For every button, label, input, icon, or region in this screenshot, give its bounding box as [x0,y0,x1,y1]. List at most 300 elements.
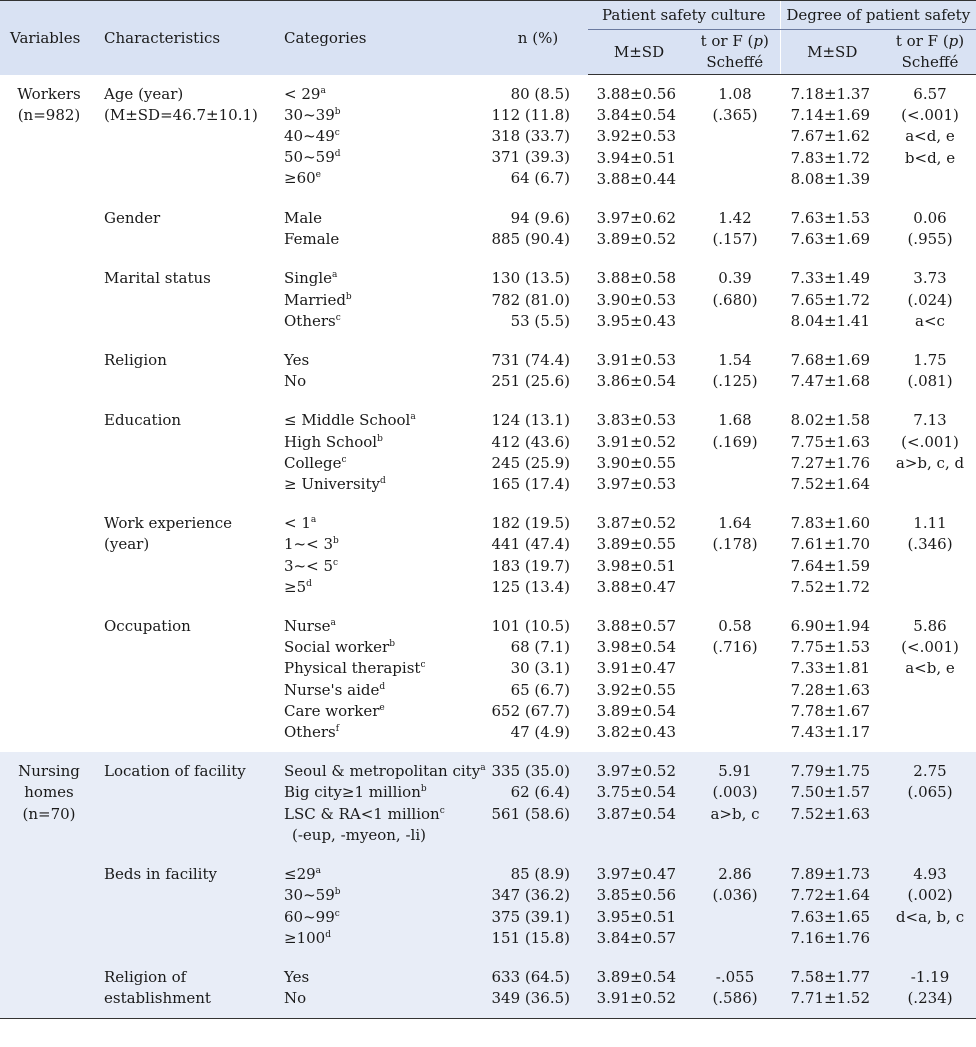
dps-stat-cell [884,259,976,341]
psc-msd-value: 3.89±0.52 [596,230,676,249]
n-percent-cell [478,607,588,752]
psc-stat-value: 2.86 [718,865,752,884]
psc-msd-value: 3.97±0.62 [596,209,676,228]
dps-msd-cell [780,259,884,341]
psc-msd-value: 3.88±0.57 [596,617,676,636]
psc-msd-value: 3.90±0.53 [596,290,676,309]
psc-msd-value: 3.85±0.56 [596,886,676,905]
dps-msd-cell [780,855,884,958]
category-superscript: b [333,536,339,547]
table-row [0,752,976,855]
category-label [284,701,478,722]
header-dps-stat [884,30,976,75]
category-text: < 1 [284,514,311,533]
psc-stat-value: (.125) [712,372,758,391]
characteristic-cell [98,75,278,200]
category-label [284,907,478,928]
dps-msd-value: 7.28±1.63 [790,680,870,699]
n-percent-value: 633 (64.5) [491,967,570,986]
category-label [284,988,478,1009]
n-percent-cell [478,341,588,401]
psc-msd-cell [588,855,690,958]
category-superscript: a [480,763,486,774]
dps-stat-value: a<d, e [905,127,955,146]
characteristic-cell [98,855,278,958]
dps-msd-value: 7.63±1.69 [790,230,870,249]
dps-stat-value: d<a, b, c [895,907,965,926]
n-percent-cell [478,75,588,200]
dps-stat-value: (.346) [907,535,953,554]
stat-label-end: ) [763,32,769,50]
dps-msd-cell [780,752,884,855]
dps-msd-cell [780,607,884,752]
variable-label: homes [24,783,74,802]
stat-label-text: t or F ( [700,32,754,50]
characteristic-cell [98,504,278,607]
category-superscript: a [315,866,322,877]
category-text: (-eup, -myeon, -li) [292,825,426,844]
dps-msd-value: 7.67±1.62 [790,127,870,146]
variable-label: Nursing [18,762,80,781]
table-body [0,75,976,1019]
characteristic-cell [98,199,278,259]
n-percent-value: 347 (36.2) [491,886,570,905]
dps-stat-value: (.234) [907,989,953,1008]
n-percent-cell [478,259,588,341]
n-percent-value: 561 (58.6) [491,804,570,823]
n-percent-value: 101 (10.5) [491,617,570,636]
psc-stat-value: (.680) [712,290,758,309]
category-superscript: d [325,929,331,940]
psc-stat-value: 1.08 [718,85,752,103]
category-label [284,967,478,988]
category-superscript: c [341,454,347,465]
category-superscript: d [379,681,386,692]
category-superscript: b [345,291,352,302]
category-label [284,556,478,577]
dps-msd-value: 7.43±1.17 [790,723,870,742]
variable-label: Workers [17,84,81,103]
characteristic-label: Religion [104,351,167,370]
category-superscript: c [334,127,340,138]
psc-stat-value: a>b, c [710,804,760,823]
dps-stat-value: (.065) [907,783,953,802]
category-text: No [284,989,307,1008]
characteristic-label: Beds in facility [104,865,217,884]
category-text: ≥5 [284,577,307,596]
header-n: n (%) [478,1,588,75]
dps-msd-value: 7.89±1.73 [790,865,870,884]
n-percent-value: 731 (74.4) [491,351,570,370]
category-text: 30~59 [284,886,335,905]
category-text: ≤29 [284,865,316,884]
dps-stat-value: 1.11 [913,514,947,533]
psc-stat-value: (.178) [712,535,758,554]
variable-cell [0,855,98,958]
psc-msd-value: 3.88±0.44 [596,169,676,188]
category-text: High School [284,432,378,451]
n-percent-value: 64 (6.7) [510,169,570,188]
dps-msd-value: 7.64±1.59 [790,556,870,575]
dps-msd-value: 7.63±1.53 [790,209,870,228]
category-label [284,474,478,495]
category-text: 40~49 [284,126,335,145]
n-percent-value: 652 (67.7) [491,701,570,720]
category-label [284,208,478,229]
category-label [284,577,478,598]
n-percent-value: 251 (25.6) [491,372,570,391]
category-superscript: d [334,149,341,160]
dps-stat-value: a>b, c, d [895,453,965,472]
dps-msd-value: 7.52±1.72 [790,577,870,596]
category-text: Yes [284,351,310,370]
category-label [284,928,478,949]
characteristic-label: Religion of [104,967,187,986]
n-percent-cell [478,504,588,607]
characteristic-cell [98,752,278,855]
n-percent-value: 30 (3.1) [510,659,570,678]
n-percent-value: 183 (19.7) [491,556,570,575]
category-text: 3~< 5 [284,556,333,575]
dps-msd-cell [780,504,884,607]
category-text: Physical therapist [284,659,421,678]
category-text: ≥ University [284,475,380,494]
variable-label: (n=70) [22,804,76,823]
variable-cell [0,259,98,341]
category-text: 50~59 [284,148,335,167]
category-text: ≥100 [284,928,326,947]
dps-msd-value: 7.33±1.81 [790,659,870,678]
variable-cell [0,401,98,504]
dps-stat-value: (.024) [907,290,953,309]
dps-msd-value: 6.90±1.94 [790,617,870,636]
n-percent-value: 375 (39.1) [491,907,570,926]
dps-msd-value: 7.14±1.69 [790,106,870,125]
psc-msd-value: 3.82±0.43 [596,723,676,742]
n-percent-cell [478,752,588,855]
category-superscript: b [377,433,383,444]
header-group-psc: Patient safety culture [588,1,780,30]
category-text: Nurse [284,617,331,636]
category-text: < 29 [284,84,321,103]
characteristic-label: Gender [104,209,161,228]
dps-stat-cell [884,504,976,607]
dps-msd-value: 7.50±1.57 [790,783,870,802]
category-text: Male [284,209,322,228]
psc-stat-value: (.586) [712,989,758,1008]
dps-stat-value: -1.19 [910,967,950,986]
variable-cell [0,958,98,1019]
psc-stat-value: (.036) [712,886,758,905]
category-superscript: c [334,908,340,919]
header-variables: Variables [0,1,98,75]
category-text: Seoul & metropolitan city [284,762,481,781]
table-row [0,75,976,200]
psc-msd-value: 3.75±0.54 [596,783,676,802]
psc-msd-value: 3.84±0.54 [596,106,676,125]
header-dps-msd: M±SD [780,30,884,75]
psc-msd-value: 3.91±0.53 [596,351,676,370]
n-percent-value: 62 (6.4) [510,783,570,802]
categories-cell [278,259,478,341]
n-percent-value: 68 (7.1) [510,638,570,657]
category-label [284,410,478,431]
psc-msd-value: 3.87±0.52 [596,514,676,533]
stat-label-text: t or F ( [895,32,949,50]
category-superscript: a [410,412,416,423]
category-label [284,311,478,332]
psc-msd-value: 3.97±0.47 [596,865,676,884]
dps-msd-cell [780,199,884,259]
dps-msd-value: 7.61±1.70 [790,535,870,554]
n-percent-value: 441 (47.4) [491,535,570,554]
psc-stat-cell [690,199,780,259]
dps-stat-value: (.002) [907,886,953,905]
category-text: Others [284,311,336,330]
n-percent-value: 85 (8.9) [510,865,570,884]
psc-msd-cell [588,199,690,259]
header-group-dps: Degree of patient safety [780,1,976,30]
n-percent-value: 47 (4.9) [510,723,570,742]
category-superscript: d [379,476,386,487]
dps-msd-value: 8.02±1.58 [790,411,870,430]
category-superscript: d [306,578,312,589]
dps-msd-value: 7.83±1.72 [790,148,870,167]
dps-stat-cell [884,341,976,401]
psc-msd-cell [588,958,690,1019]
psc-stat-value: 1.42 [718,209,752,228]
category-superscript: a [330,618,336,629]
dps-stat-value: 3.73 [913,269,947,288]
categories-cell [278,752,486,855]
category-label [284,722,478,743]
psc-msd-value: 3.91±0.47 [596,659,676,678]
dps-msd-value: 7.75±1.63 [790,432,870,451]
category-superscript: e [315,170,321,181]
psc-stat-cell [690,607,780,752]
psc-msd-cell [588,259,690,341]
variable-cell [0,199,98,259]
variable-cell [0,75,98,200]
n-percent-cell [478,958,588,1019]
characteristic-label: Marital status [104,269,211,288]
psc-stat-cell [690,504,780,607]
psc-stat-cell [690,752,780,855]
n-percent-value: 65 (6.7) [510,680,570,699]
dps-stat-value: (<.001) [901,106,959,125]
psc-stat-value: 0.58 [718,617,752,636]
dps-stat-value: (.081) [907,372,953,391]
category-text: Nurse's aide [284,680,380,699]
dps-stat-value: (.955) [907,230,953,249]
n-percent-value: 349 (36.5) [491,989,570,1008]
psc-msd-value: 3.98±0.54 [596,638,676,657]
characteristic-label: (M±SD=46.7±10.1) [104,105,258,124]
characteristic-label: Education [104,411,182,430]
dps-msd-value: 7.52±1.64 [790,475,870,494]
psc-msd-cell [588,607,690,752]
dps-msd-value: 7.78±1.67 [790,701,870,720]
category-superscript: b [334,106,341,117]
characteristic-cell [98,259,278,341]
category-superscript: e [379,702,385,713]
psc-stat-value: (.003) [712,783,758,802]
dps-msd-value: 7.47±1.68 [790,372,870,391]
category-superscript: c [335,312,341,323]
category-text: ≥60 [284,169,316,188]
dps-msd-value: 7.33±1.49 [790,269,870,288]
psc-msd-value: 3.97±0.52 [596,762,676,781]
dps-stat-value: (<.001) [901,432,959,451]
n-percent-value: 245 (25.9) [491,453,570,472]
psc-msd-value: 3.91±0.52 [596,989,676,1008]
dps-msd-cell [780,401,884,504]
category-superscript: a [320,85,326,96]
header-psc-stat [690,30,780,75]
category-label [284,168,478,189]
psc-msd-value: 3.88±0.58 [596,269,676,288]
category-superscript: c [420,660,426,671]
dps-msd-value: 7.16±1.76 [790,928,870,947]
psc-msd-cell [588,752,690,855]
category-label [284,229,478,250]
category-label [284,105,478,126]
dps-stat-value: 7.13 [913,411,947,430]
dps-msd-value: 7.75±1.53 [790,638,870,657]
psc-msd-value: 3.86±0.54 [596,372,676,391]
psc-stat-value: 5.91 [718,762,752,781]
table-row [0,958,976,1019]
categories-cell [278,855,478,958]
psc-msd-value: 3.95±0.43 [596,311,676,330]
dps-stat-value: 4.93 [913,865,947,884]
dps-stat-cell [884,607,976,752]
category-text: 30~39 [284,105,335,124]
dps-msd-value: 8.04±1.41 [790,311,870,330]
dps-msd-value: 7.83±1.60 [790,514,870,533]
characteristic-cell [98,341,278,401]
stat-label-end: ) [958,32,965,50]
category-text: 1~< 3 [284,535,333,554]
category-text: Single [284,269,333,288]
dps-msd-value: 7.52±1.63 [790,804,870,823]
psc-msd-value: 3.91±0.52 [596,432,676,451]
categories-cell [278,75,478,200]
n-percent-value: 53 (5.5) [510,311,570,330]
psc-stat-value: (.716) [712,638,758,657]
n-percent-value: 130 (13.5) [491,269,570,288]
psc-stat-cell [690,259,780,341]
category-label [284,804,478,825]
stat-scheffe-label: Scheffé [901,53,959,71]
dps-msd-value: 7.63±1.65 [790,907,870,926]
n-percent-value: 151 (15.8) [491,928,570,947]
dps-msd-value: 7.18±1.37 [790,85,870,103]
characteristic-cell [98,958,278,1019]
n-percent-cell [478,199,588,259]
psc-stat-value: 1.54 [718,351,752,370]
dps-stat-value: 0.06 [913,209,947,228]
variable-cell [0,752,98,855]
psc-msd-value: 3.92±0.53 [596,127,676,146]
category-label [284,371,478,392]
variable-cell [0,504,98,607]
dps-stat-value: a<c [915,311,945,330]
characteristic-cell [98,607,278,752]
category-label [284,885,478,906]
header-psc-msd: M±SD [588,30,690,75]
dps-stat-cell [884,752,976,855]
n-percent-cell [478,855,588,958]
psc-stat-cell [690,958,780,1019]
n-percent-value: 125 (13.4) [491,577,570,596]
categories-cell [278,199,478,259]
category-label [284,680,478,701]
dps-stat-value: 1.75 [913,351,947,370]
psc-msd-value: 3.89±0.54 [596,967,676,986]
category-text: Social worker [284,638,390,657]
category-label [284,658,478,679]
psc-msd-value: 3.89±0.55 [596,535,676,554]
category-text: Others [284,723,336,742]
n-percent-value: 112 (11.8) [491,105,570,124]
category-text: ≤ Middle School [284,411,411,430]
n-percent-value: 782 (81.0) [491,290,570,309]
psc-msd-value: 3.94±0.51 [596,148,676,167]
n-percent-cell [478,401,588,504]
category-label [284,432,478,453]
dps-stat-value: (<.001) [901,638,959,657]
dps-msd-cell [780,341,884,401]
psc-msd-value: 3.89±0.54 [596,701,676,720]
table-row [0,341,976,401]
category-superscript: b [420,784,427,795]
header-row-1 [0,1,976,30]
n-percent-value: 371 (39.3) [491,148,570,167]
category-superscript: c [439,805,445,816]
variable-label: (n=982) [17,105,81,124]
psc-msd-value: 3.84±0.57 [596,928,676,947]
categories-cell [278,958,478,1019]
psc-msd-value: 3.95±0.51 [596,907,676,926]
characteristic-label: Work experience [104,514,233,533]
psc-msd-cell [588,401,690,504]
n-percent-value: 412 (43.6) [491,432,570,451]
dps-stat-value: 6.57 [913,85,947,103]
dps-msd-value: 7.65±1.72 [790,290,870,309]
table-row [0,259,976,341]
dps-msd-cell [780,75,884,200]
categories-cell [278,401,478,504]
category-text: College [284,453,342,472]
n-percent-value: 885 (90.4) [491,230,570,249]
dps-stat-cell [884,855,976,958]
psc-msd-value: 3.87±0.54 [596,804,676,823]
categories-cell [278,607,478,752]
category-label [284,761,486,782]
category-superscript: a [310,515,317,526]
characteristic-cell [98,401,278,504]
psc-stat-cell [690,401,780,504]
psc-stat-value: 0.39 [718,269,752,288]
table-row [0,855,976,958]
psc-msd-value: 3.92±0.55 [596,680,676,699]
n-percent-value: 335 (35.0) [491,762,570,781]
stat-scheffe-label: Scheffé [706,53,764,71]
n-percent-value: 182 (19.5) [491,514,570,533]
category-text: Big city≥1 million [284,783,421,802]
table-row [0,607,976,752]
